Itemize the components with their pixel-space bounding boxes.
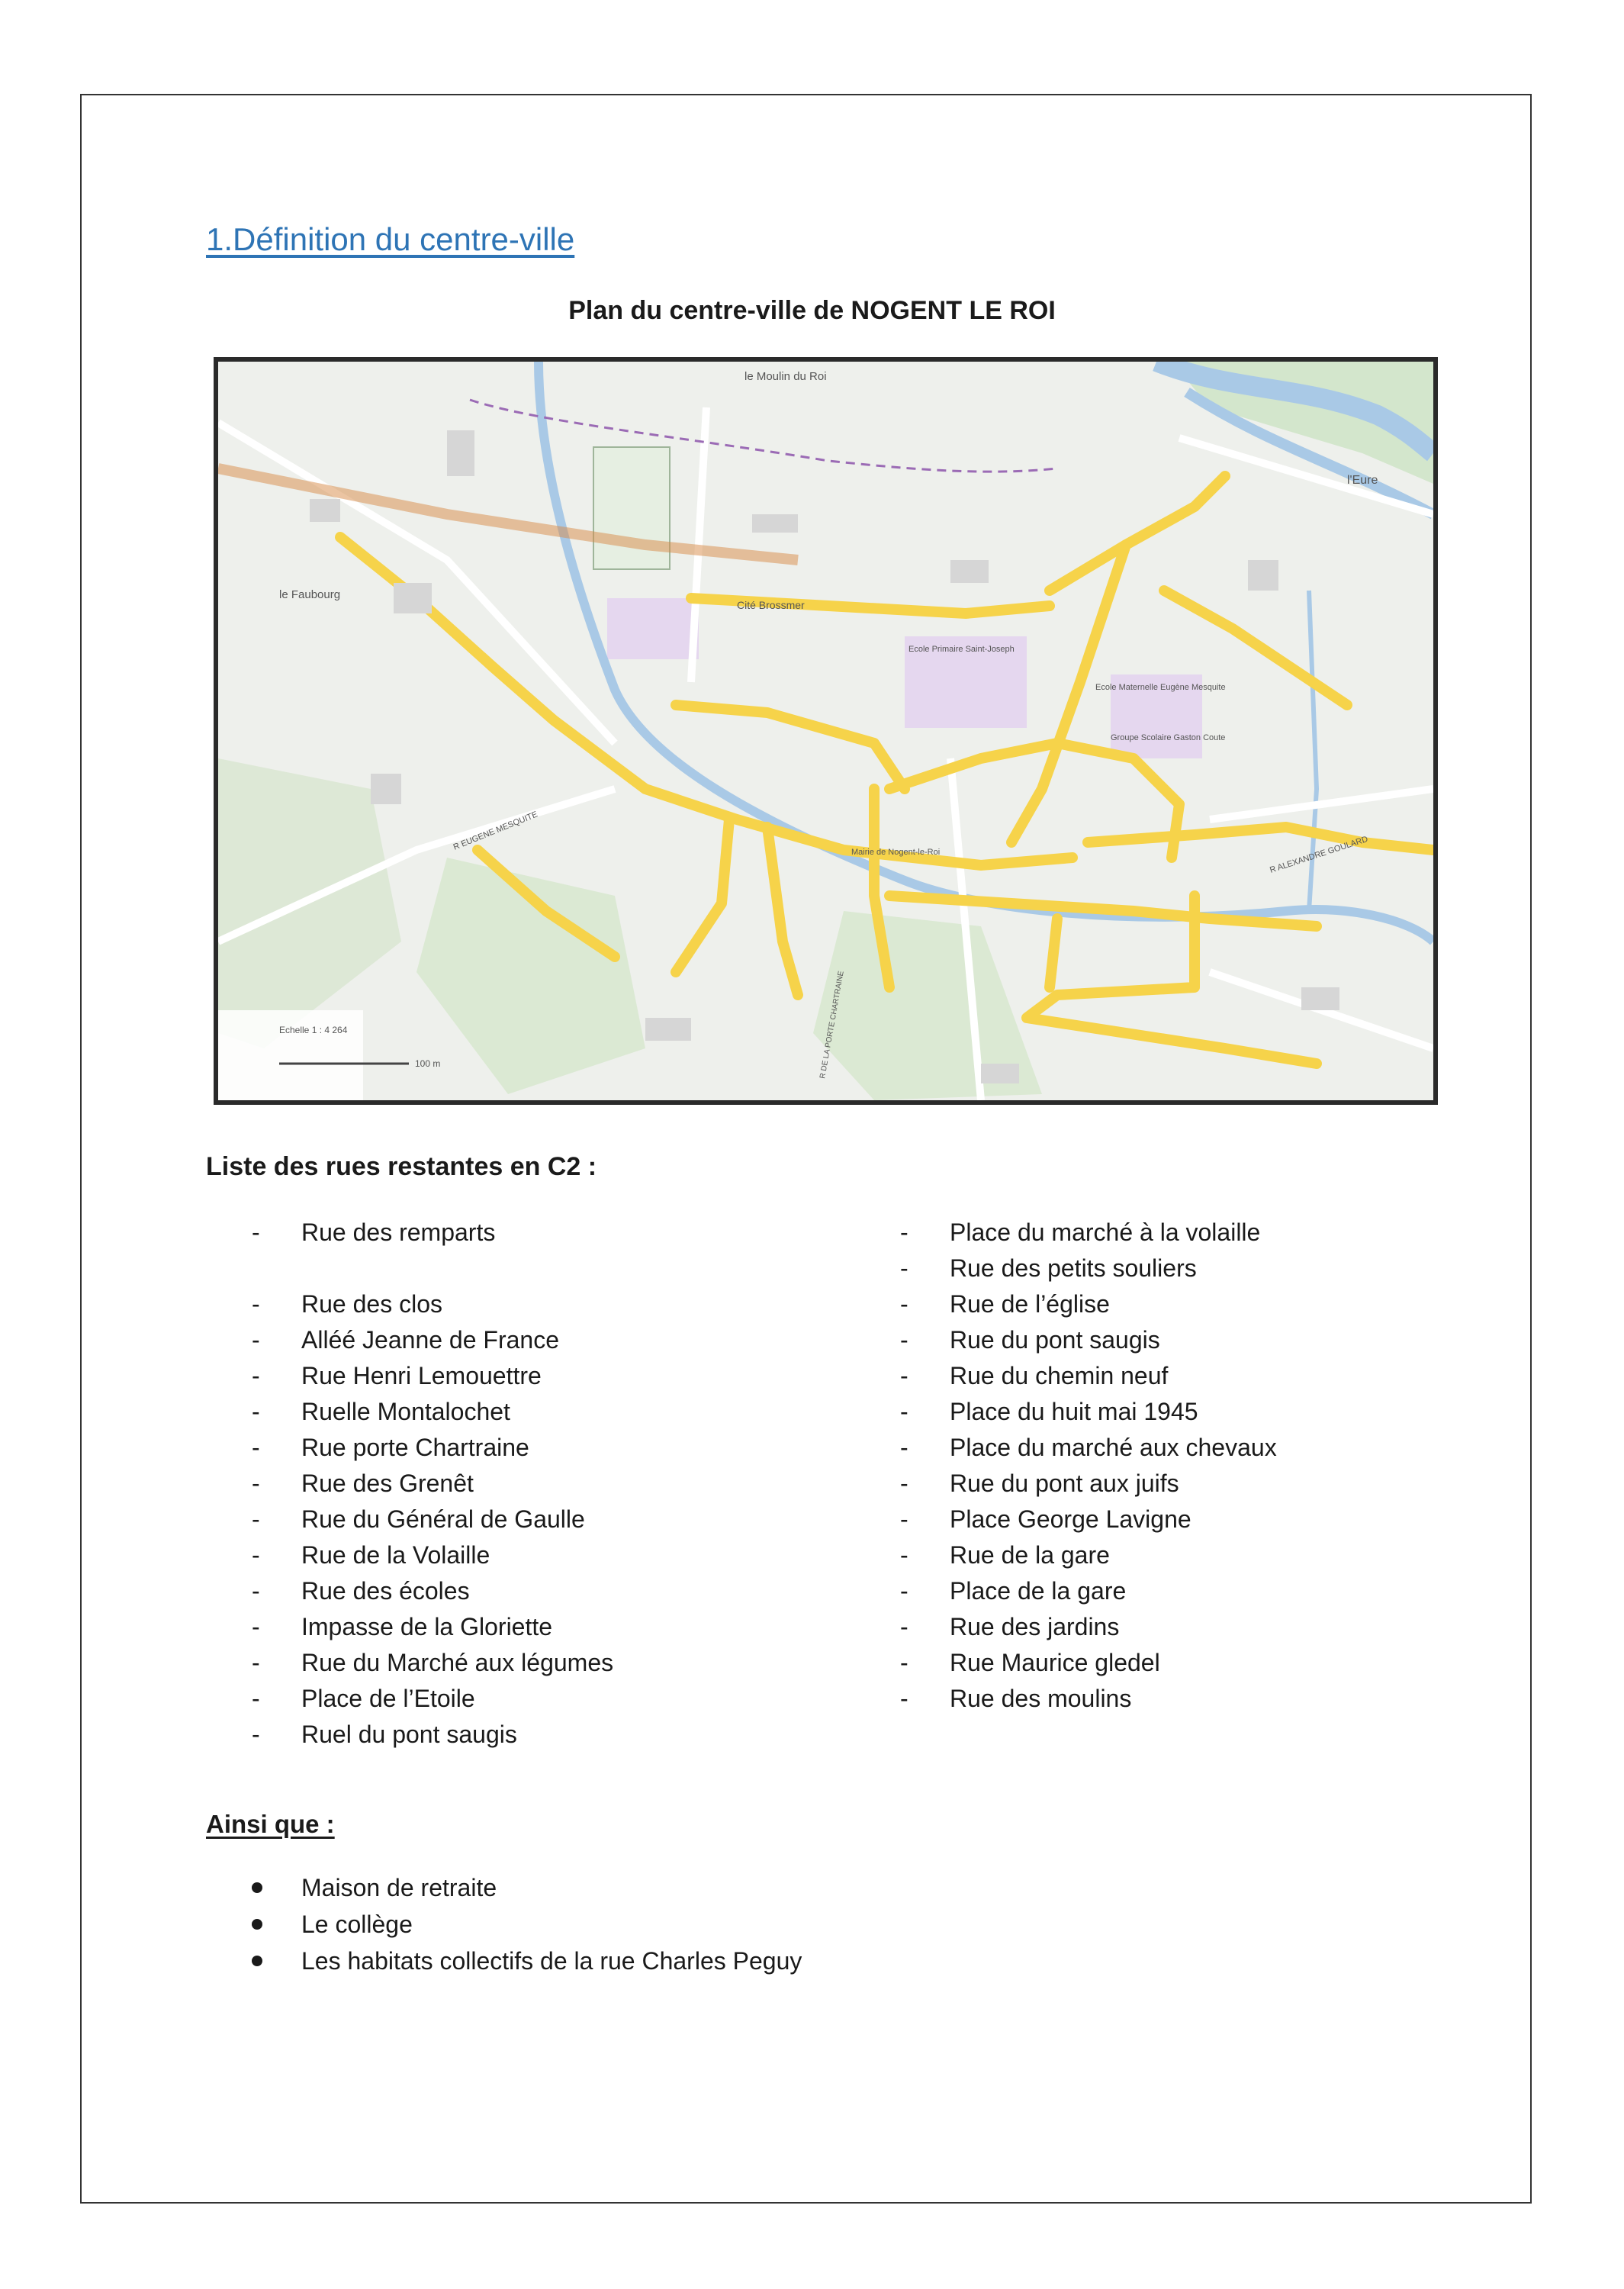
streets-list-title: Liste des rues restantes en C2 : xyxy=(206,1152,597,1181)
street-item xyxy=(900,1502,1277,1537)
street-name: Rue des petits souliers xyxy=(950,1254,1197,1282)
bullet-item xyxy=(252,1943,802,1979)
label-groupe-scolaire: Groupe Scolaire Gaston Coute xyxy=(1111,733,1226,742)
bullet-text: Le collège xyxy=(301,1911,413,1938)
street-item xyxy=(900,1537,1277,1573)
streets-list-right xyxy=(900,1215,1277,1717)
list-dash: - xyxy=(252,1290,260,1318)
street-item xyxy=(252,1466,613,1502)
label-ecole-maternelle: Ecole Maternelle Eugène Mesquite xyxy=(1095,683,1226,692)
label-ecole-primaire: Ecole Primaire Saint-Joseph xyxy=(908,645,1015,654)
street-name: Rue du pont saugis xyxy=(950,1326,1160,1354)
list-dash: - xyxy=(252,1649,260,1676)
street-item xyxy=(900,1430,1277,1466)
highlighted-street xyxy=(1050,919,1057,987)
section-heading: 1.Définition du centre-ville xyxy=(206,221,575,257)
list-dash: - xyxy=(900,1685,908,1712)
list-dash: - xyxy=(252,1219,260,1246)
street-name: Rue des jardins xyxy=(950,1613,1120,1640)
list-dash: - xyxy=(252,1326,260,1354)
list-dash: - xyxy=(900,1398,908,1425)
street-name: Impasse de la Gloriette xyxy=(301,1613,553,1640)
street-item xyxy=(252,1573,613,1609)
street-item xyxy=(900,1322,1277,1358)
street-name: Rue porte Chartraine xyxy=(301,1434,529,1461)
list-dash: - xyxy=(252,1470,260,1497)
street-item xyxy=(900,1681,1277,1717)
street-item xyxy=(900,1645,1277,1681)
list-dash: - xyxy=(252,1398,260,1425)
list-dash: - xyxy=(900,1613,908,1640)
street-item xyxy=(900,1215,1277,1251)
list-dash: - xyxy=(900,1219,908,1246)
list-dash: - xyxy=(252,1541,260,1569)
list-dash: - xyxy=(900,1290,908,1318)
ainsi-que-title: Ainsi que : xyxy=(206,1810,335,1838)
street-name: Rue du chemin neuf xyxy=(950,1362,1169,1389)
street-name: Rue des moulins xyxy=(950,1685,1132,1712)
list-dash: - xyxy=(900,1577,908,1605)
bullet-text: Maison de retraite xyxy=(301,1874,497,1901)
building xyxy=(950,560,989,583)
list-dash: - xyxy=(252,1613,260,1640)
label-cite: Cité Brossmer xyxy=(737,599,805,611)
building xyxy=(310,499,340,522)
street-name: Rue Henri Lemouettre xyxy=(301,1362,542,1389)
street-name: Place de la gare xyxy=(950,1577,1127,1605)
streets-list-left xyxy=(252,1215,613,1753)
bullet-icon xyxy=(252,1956,262,1966)
street-name: Place du marché aux chevaux xyxy=(950,1434,1277,1461)
label-mairie: Mairie de Nogent-le-Roi xyxy=(851,848,941,857)
street-item xyxy=(900,1609,1277,1645)
street-item xyxy=(900,1394,1277,1430)
street-item xyxy=(252,1286,613,1322)
list-dash: - xyxy=(252,1685,260,1712)
street-item xyxy=(252,1251,613,1286)
street-item xyxy=(900,1466,1277,1502)
street-name: Place du marché à la volaille xyxy=(950,1219,1261,1246)
list-dash: - xyxy=(900,1326,908,1354)
list-dash: - xyxy=(900,1362,908,1389)
street-item xyxy=(900,1573,1277,1609)
street-item xyxy=(900,1358,1277,1394)
bullet-item xyxy=(252,1869,802,1906)
list-dash: - xyxy=(252,1362,260,1389)
list-dash: - xyxy=(900,1541,908,1569)
street-item xyxy=(252,1717,613,1753)
street-name: Rue du Général de Gaulle xyxy=(301,1505,585,1533)
street-name: Ruelle Montalochet xyxy=(301,1398,510,1425)
label-chartraine: R DE LA PORTE CHARTRAINE xyxy=(818,970,846,1080)
street-name: Rue des Grenêt xyxy=(301,1470,474,1497)
street-item xyxy=(252,1537,613,1573)
building xyxy=(447,430,474,476)
street-item xyxy=(252,1322,613,1358)
street-name: Rue de l’église xyxy=(950,1290,1110,1318)
street-item xyxy=(252,1609,613,1645)
scale-distance: 100 m xyxy=(415,1058,441,1069)
street-item xyxy=(252,1215,613,1251)
map-title: Plan du centre-ville de NOGENT LE ROI xyxy=(568,296,1056,325)
street-name: Rue du Marché aux légumes xyxy=(301,1649,614,1676)
label-eure: l'Eure xyxy=(1347,474,1378,487)
street-name: Rue de la gare xyxy=(950,1541,1110,1569)
ainsi-que-list xyxy=(252,1869,802,1979)
label-faubourg: le Faubourg xyxy=(279,588,341,601)
building xyxy=(752,514,798,533)
street-item xyxy=(252,1681,613,1717)
list-dash: - xyxy=(900,1470,908,1497)
label-moulin: le Moulin du Roi xyxy=(744,370,827,383)
bullet-item xyxy=(252,1906,802,1943)
building xyxy=(1301,987,1339,1010)
list-dash: - xyxy=(900,1505,908,1533)
bullet-icon xyxy=(252,1882,262,1893)
street-item xyxy=(252,1358,613,1394)
list-dash: - xyxy=(252,1577,260,1605)
label-eugene: R EUGENE MESQUITE xyxy=(452,810,539,852)
street-name: Rue Maurice gledel xyxy=(950,1649,1160,1676)
school-area xyxy=(607,598,699,659)
scale-box xyxy=(218,1010,363,1100)
street-item xyxy=(252,1430,613,1466)
building xyxy=(1248,560,1278,591)
street-name: Rue du pont aux juifs xyxy=(950,1470,1179,1497)
street-name: Place de l’Etoile xyxy=(301,1685,475,1712)
list-dash: - xyxy=(252,1721,260,1748)
street-name: Ruel du pont saugis xyxy=(301,1721,517,1748)
building xyxy=(981,1064,1019,1083)
building xyxy=(371,774,401,804)
building xyxy=(394,583,432,613)
street-item xyxy=(900,1286,1277,1322)
street-name: Rue de la Volaille xyxy=(301,1541,490,1569)
street-name: Rue des écoles xyxy=(301,1577,470,1605)
list-dash: - xyxy=(900,1649,908,1676)
town-center-map xyxy=(214,357,1438,1105)
street-item xyxy=(900,1251,1277,1286)
label-alexandre: R ALEXANDRE GOULARD xyxy=(1269,834,1369,875)
street-item xyxy=(252,1502,613,1537)
bullet-icon xyxy=(252,1919,262,1930)
street-name: Rue des clos xyxy=(301,1290,442,1318)
list-dash: - xyxy=(252,1505,260,1533)
street-item xyxy=(252,1394,613,1430)
street-item xyxy=(252,1645,613,1681)
scale-label: Echelle 1 : 4 264 xyxy=(279,1025,348,1035)
list-dash: - xyxy=(900,1434,908,1461)
map-drawing xyxy=(218,362,1433,1100)
bullet-text: Les habitats collectifs de la rue Charles Peguy xyxy=(301,1947,802,1975)
street-name: Rue des remparts xyxy=(301,1219,496,1246)
list-dash: - xyxy=(252,1434,260,1461)
street-name: Place George Lavigne xyxy=(950,1505,1191,1533)
list-dash: - xyxy=(900,1254,908,1282)
street-name: Alléé Jeanne de France xyxy=(301,1326,559,1354)
building xyxy=(645,1018,691,1041)
street-name: Place du huit mai 1945 xyxy=(950,1398,1198,1425)
